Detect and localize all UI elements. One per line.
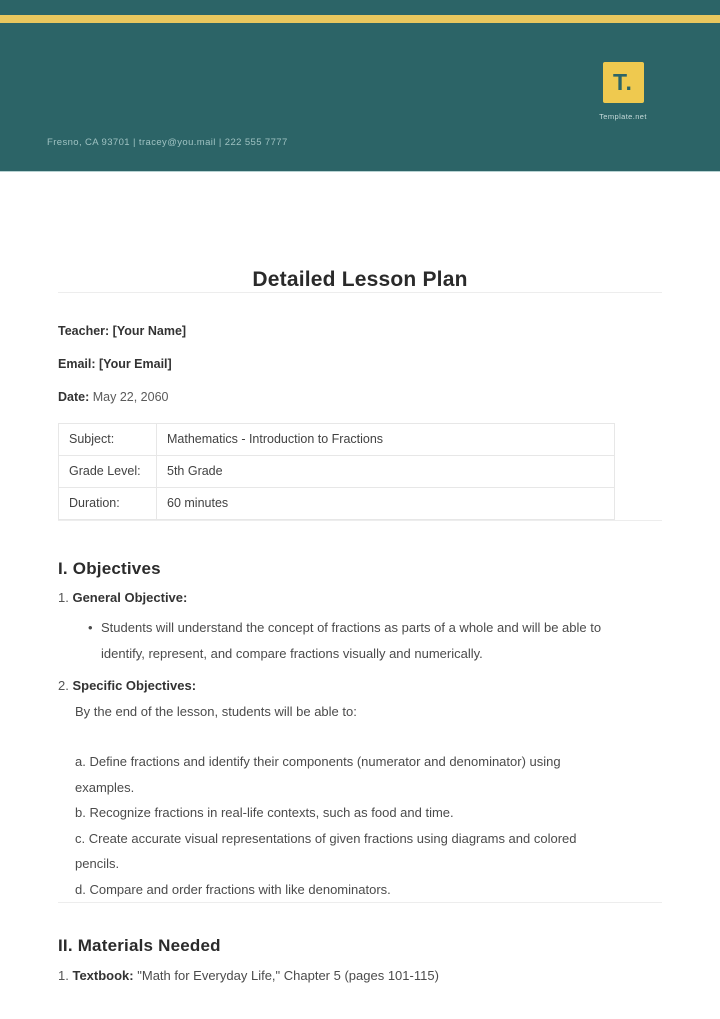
subject-value: Mathematics - Introduction to Fractions xyxy=(157,424,615,456)
general-objective-text: Students will understand the concept of fractions as parts of a whole and will be able to identify, represent, and compare fractions visually and numerically. xyxy=(101,620,602,661)
bullet-icon: • xyxy=(88,620,93,635)
brand-logo-block xyxy=(582,62,664,121)
materials-section xyxy=(58,936,662,987)
textbook-label: Textbook: xyxy=(72,968,134,983)
date-label: Date: xyxy=(58,390,90,404)
list-number: 1. xyxy=(58,968,69,983)
objectives-section xyxy=(58,559,662,902)
table-row xyxy=(59,488,615,520)
teacher-label: Teacher: xyxy=(58,324,110,338)
general-objective-item xyxy=(58,587,662,609)
table-row xyxy=(59,456,615,488)
materials-heading: II. Materials Needed xyxy=(58,936,221,955)
specific-objectives-title: Specific Objectives: xyxy=(72,678,197,693)
list-item: b. Recognize fractions in real-life contexts, such as food and time. xyxy=(75,805,454,820)
objectives-heading: I. Objectives xyxy=(58,559,161,578)
list-number: 2. xyxy=(58,678,69,693)
grade-level-value: 5th Grade xyxy=(157,456,615,488)
logo-mark: T. xyxy=(613,69,633,95)
duration-value: 60 minutes xyxy=(157,488,615,520)
list-number: 1. xyxy=(58,590,69,605)
list-item: d. Compare and order fractions with like denominators. xyxy=(75,881,391,897)
divider xyxy=(58,902,662,903)
general-objective-bullet xyxy=(88,615,633,667)
meta-block xyxy=(58,324,662,404)
teacher-line xyxy=(58,324,662,338)
brand-name: Template.net xyxy=(599,112,647,121)
teacher-value: [Your Name] xyxy=(112,324,187,338)
textbook-value: "Math for Everyday Life," Chapter 5 (pages 101-115) xyxy=(137,968,439,983)
table-row xyxy=(59,424,615,456)
textbook-item xyxy=(58,965,662,987)
email-line xyxy=(58,357,662,371)
divider xyxy=(58,520,662,521)
email-label: Email: xyxy=(58,357,96,371)
document-body xyxy=(58,172,662,987)
list-item: c. Create accurate visual representations of given fractions using diagrams and colored pencils. xyxy=(75,830,577,871)
date-value: May 22, 2060 xyxy=(92,390,169,404)
grade-level-label: Grade Level: xyxy=(59,456,157,488)
date-line xyxy=(58,390,662,404)
lesson-details-table xyxy=(58,423,615,520)
general-objective-title: General Objective: xyxy=(72,590,188,605)
divider xyxy=(58,292,662,293)
contact-info: Fresno, CA 93701 | tracey@you.mail | 222 555 7777 xyxy=(47,137,288,148)
duration-label: Duration: xyxy=(59,488,157,520)
template-logo-icon xyxy=(603,62,644,103)
page-title: Detailed Lesson Plan xyxy=(252,268,468,291)
specific-objectives-item xyxy=(58,675,662,697)
specific-objectives-intro: By the end of the lesson, students will be able to: xyxy=(75,704,357,719)
email-value: [Your Email] xyxy=(99,357,172,371)
subject-label: Subject: xyxy=(59,424,157,456)
list-item: a. Define fractions and identify their components (numerator and denominator) using examples. xyxy=(75,754,561,795)
header-accent-stripe xyxy=(0,15,720,23)
page-header-banner xyxy=(0,0,720,172)
specific-objectives-list xyxy=(58,749,662,902)
